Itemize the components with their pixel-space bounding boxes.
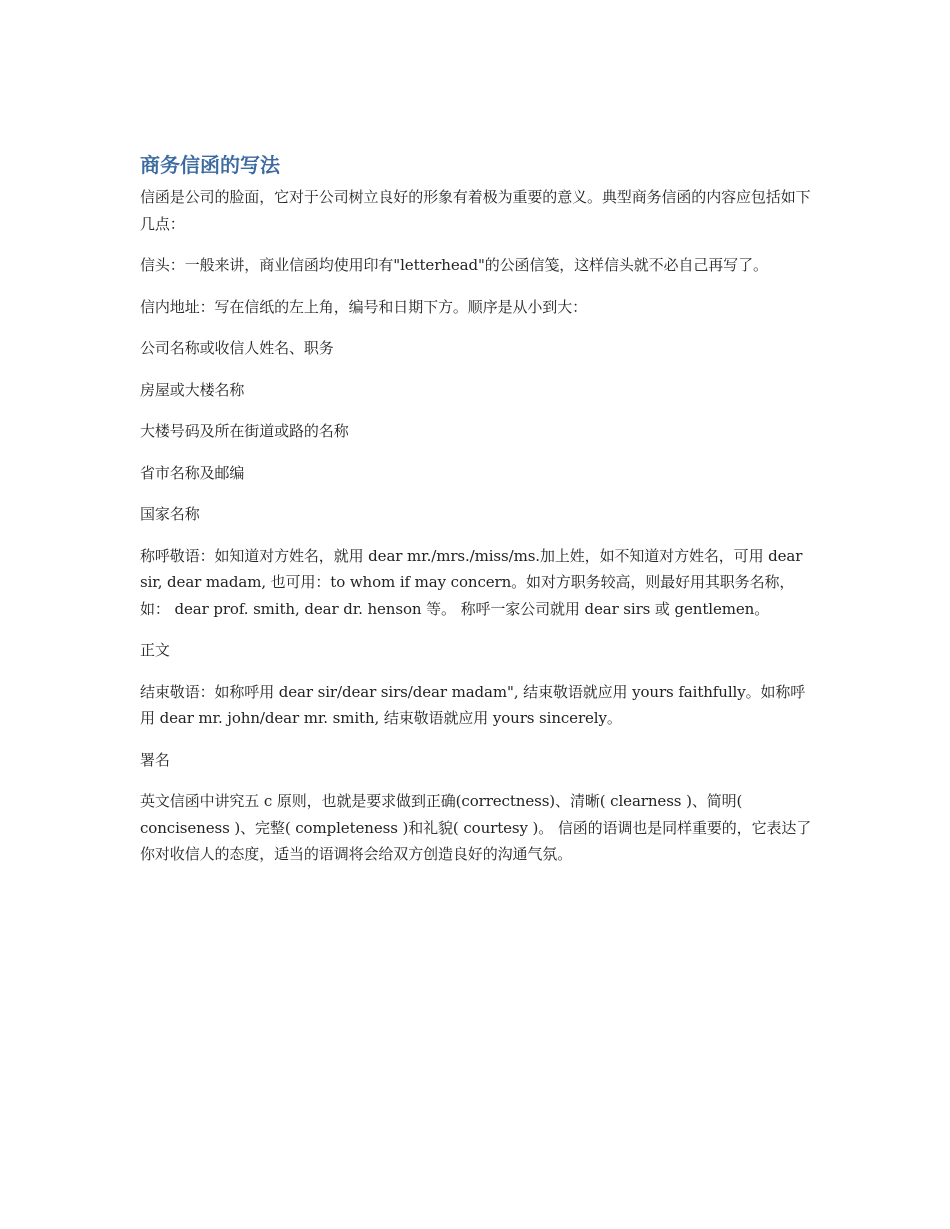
five-c-paragraph: 英文信函中讲究五 c 原则，也就是要求做到正确(correctness)、清晰( clearness )、简明( conciseness )、完整( completeness )和礼貌( courtesy )。 信函的语调也是同样重要的，它表达了你对收信人的态度，适当的语调将会给双方创造良好的沟通气氛。	[140, 792, 812, 863]
address-line-street: 大楼号码及所在街道或路的名称	[140, 422, 349, 440]
signature-heading: 署名	[140, 750, 170, 769]
page-title: 商务信函的写法	[140, 153, 280, 177]
intro-paragraph: 信函是公司的脸面，它对于公司树立良好的形象有着极为重要的意义。典型商务信函的内容应包括如下几点：	[140, 188, 811, 233]
address-line-city: 省市名称及邮编	[140, 463, 245, 482]
address-line-country: 国家名称	[140, 505, 200, 523]
letterhead-paragraph: 信头：一般来讲，商业信函均使用印有"letterhead"的公函信笺，这样信头就不必自己再写了。	[140, 256, 768, 274]
body-heading: 正文	[140, 641, 170, 659]
address-line-building: 房屋或大楼名称	[140, 380, 245, 399]
document-body	[140, 150, 815, 883]
inside-address-paragraph: 信内地址：写在信纸的左上角，编号和日期下方。顺序是从小到大：	[140, 297, 588, 316]
closing-paragraph: 结束敬语：如称呼用 dear sir/dear sirs/dear madam", 结束敬语就应用 yours faithfully。如称呼用 dear mr. john/dear mr. smith, 结束敬语就应用 yours sincerely。	[140, 682, 806, 727]
salutation-paragraph: 称呼敬语：如知道对方姓名，就用 dear mr./mrs./miss/ms.加上姓，如不知道对方姓名，可用 dear sir, dear madam, 也可用：to whom if may concern。如对方职务较高，则最好用其职务名称，如： dear prof. smith, dear dr. henson 等。 称呼一家公司就用 dear sirs 或 gentlemen。	[140, 546, 803, 618]
address-line-company: 公司名称或收信人姓名、职务	[140, 339, 334, 357]
